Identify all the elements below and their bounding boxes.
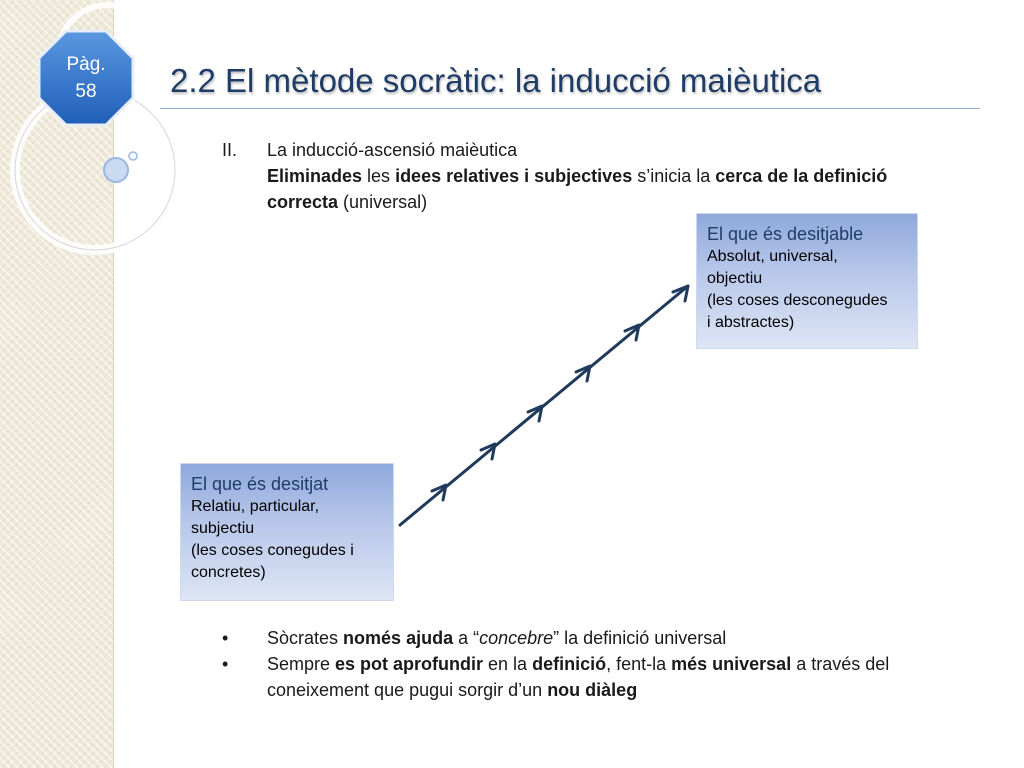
bullet-dot: • bbox=[222, 654, 229, 674]
box-desired-line1: Relatiu, particular, bbox=[191, 498, 320, 515]
intro-text-4: s’inicia la bbox=[632, 166, 716, 186]
bullet2-e: , fent-la bbox=[606, 654, 672, 674]
bullet1-e: ” la definició universal bbox=[553, 628, 727, 648]
intro-bold-1: Eliminades bbox=[267, 166, 363, 186]
bullet2-c: en la bbox=[483, 654, 533, 674]
box-desired-line4: concretes) bbox=[191, 564, 266, 581]
box-desired-line2: subjectiu bbox=[191, 520, 255, 537]
box-desirable-heading: El que és desitjable bbox=[707, 224, 864, 244]
bullet-list bbox=[222, 625, 982, 703]
intro-heading: La inducció-ascensió maièutica bbox=[267, 140, 518, 160]
intro-bold-3: idees relatives i subjectives bbox=[395, 166, 633, 186]
intro-bold-5: cerca de la definició correcta bbox=[267, 166, 888, 212]
bullet-dot: • bbox=[222, 628, 229, 648]
bullet-item-1 bbox=[222, 625, 982, 651]
bullet1-d: concebre bbox=[479, 628, 554, 648]
intro-text-6: (universal) bbox=[338, 192, 428, 212]
bullet2-g: a través del coneixement que pugui sorgir d’un bbox=[267, 654, 890, 700]
bullet2-a: Sempre bbox=[267, 654, 336, 674]
bullet-item-2 bbox=[222, 651, 982, 703]
box-desired-line3: (les coses conegudes i bbox=[191, 542, 354, 559]
bullet2-h: nou diàleg bbox=[547, 680, 638, 700]
bullet1-a: Sòcrates bbox=[267, 628, 344, 648]
arrow-shaft bbox=[400, 286, 688, 525]
box-desirable-line4: i abstractes) bbox=[707, 314, 795, 331]
bullet2-b: es pot aprofundir bbox=[335, 654, 484, 674]
page-title: 2.2 El mètode socràtic: la inducció maièutica bbox=[170, 62, 822, 99]
page-label: Pàg. bbox=[66, 54, 106, 75]
intro-text-2: les bbox=[362, 166, 396, 186]
section-number: II. bbox=[222, 140, 238, 160]
box-desirable-line1: Absolut, universal, bbox=[707, 248, 838, 265]
box-desired-heading: El que és desitjat bbox=[191, 474, 329, 494]
bullet1-c: a “ bbox=[453, 628, 480, 648]
box-desirable-line3: (les coses desconegudes bbox=[707, 292, 888, 309]
box-desirable-line2: objectiu bbox=[707, 270, 763, 287]
page-number: 58 bbox=[75, 81, 97, 102]
bullet2-d: definició bbox=[532, 654, 607, 674]
bullet2-f: més universal bbox=[671, 654, 792, 674]
bullet1-b: només ajuda bbox=[343, 628, 454, 648]
